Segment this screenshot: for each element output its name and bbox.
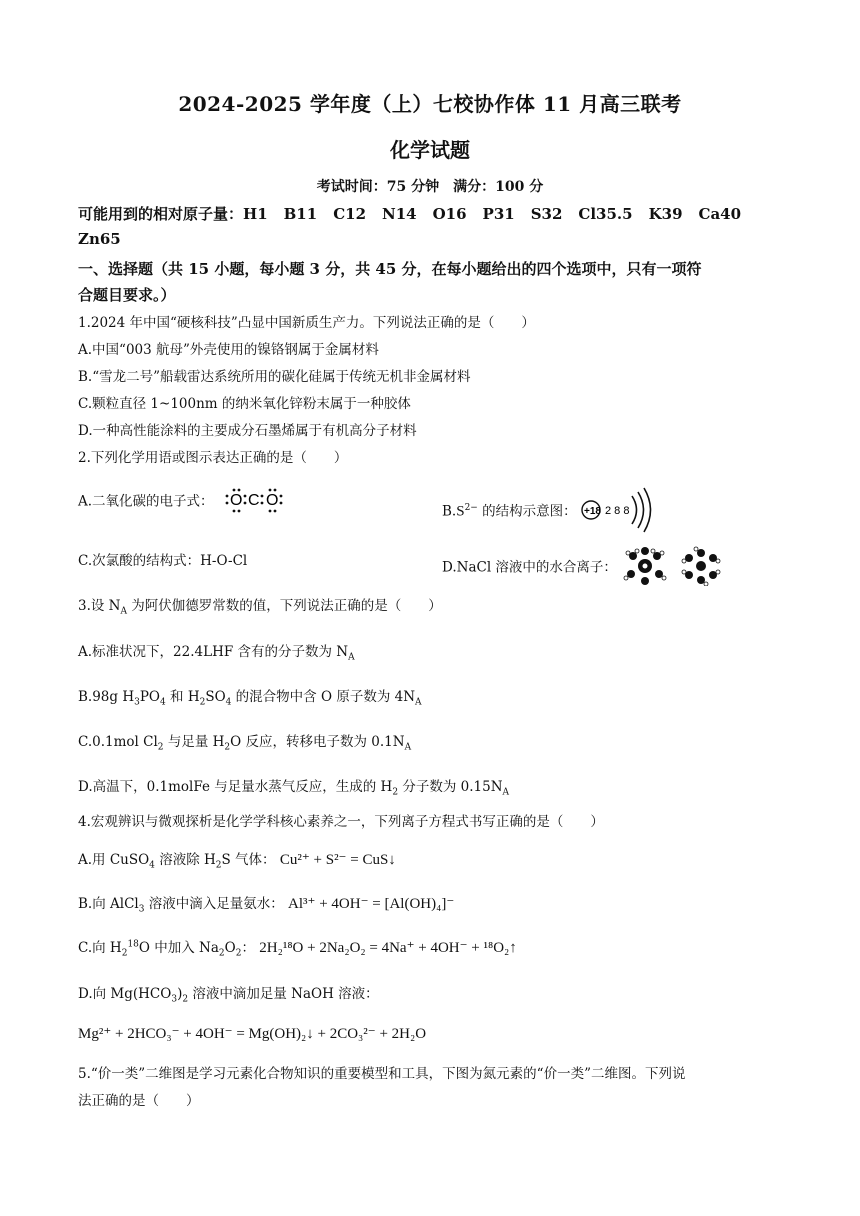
q4-d-equation-line [78,1024,426,1043]
q4-a-post: S 气体： [221,852,276,868]
q1-stem: 1.2024 年中国“硬核科技”凸显中国新质生产力。下列说法正确的是（ ） [78,315,535,331]
q3-d-post: 分子数为 0.15N [398,779,503,795]
svg-text:O: O [229,492,243,509]
q4-d-post: 溶液中滴加足量 NaOH 溶液： [188,986,379,1002]
atomic-mass: B11 [283,205,318,223]
q3-b-post: 的混合物中含 O 原子数为 4N [231,689,416,705]
atomic-mass: Ca40 [698,205,742,223]
q4-a-mid: 溶液除 H [154,852,216,868]
q3-option-b: B.98g $H_3PO_4$ 和 $H_2SO_4$ 的混合物中含 O 原子数为 $4N_A$ [78,689,422,708]
exam-title: 2024-2025 学年度（上）七校协作体 11 月高三联考 [178,92,682,116]
hydrated-ions-icon [621,546,725,590]
q2-option-a [78,486,284,518]
q3-stem-post: 为阿伏伽德罗常数的值，下列说法正确的是（ ） [126,598,442,614]
atomic-mass: S32 [530,205,563,223]
q4-b-post: 溶液中滴入足量氨水： [144,896,284,912]
q3-c-pre: C.0.1mol Cl [78,734,158,750]
atomic-mass: K39 [648,205,683,223]
nucleus-label: +18 [583,506,601,517]
q4-option-d: D.向 $Mg(HCO_3)_2$ 溶液中滴加足量 NaOH 溶液： [78,986,379,1005]
atomic-structure-diagram-icon [581,486,655,538]
q1-option-b: B.“雪龙二号”船载雷达系统所用的碳化硅属于传统无机非金属材料 [78,369,471,385]
atomic-mass: N14 [382,205,417,223]
atomic-mass: H1 [243,205,268,223]
q3-option-d: D.高温下，0.1molFe 与足量水蒸气反应，生成的 $H_2$ 分子数为 $0.15N_A$ [78,779,510,798]
exam-info: 考试时间：75 分钟 满分：100 分 [316,179,544,195]
q5-stem-line2: 法正确的是（ ） [78,1093,200,1109]
q3-option-c: C.0.1mol $Cl_2$ 与足量 $H_2O$ 反应，转移电子数为 $0.1N_A$ [78,734,412,753]
atomic-masses-line [78,203,741,224]
q4-stem: 4.宏观辨识与微观探析是化学学科核心素养之一，下列离子方程式书写正确的是（ ） [78,814,604,830]
q3-stem: 3.设 $N_A$ 为阿伏伽德罗常数的值，下列说法正确的是（ ） [78,598,442,617]
q4-d-equation: Mg²⁺ + 2HCO₃⁻ + 4OH⁻ = Mg(OH)₂↓ + 2CO₃²⁻ + 2H₂O [78,1026,427,1042]
atomic-mass: O16 [432,205,467,223]
q4-b-equation: Al³⁺ + 4OH⁻ = [Al(OH)₄]⁻ [288,896,455,912]
q4-b-pre: B.向 AlCl [78,896,139,912]
q4-option-c: C.向 $H_2^{18}O$ 中加入 $Na_2O_2$： 2H₂¹⁸O + 2Na₂O₂ = 4Na⁺ + 4OH⁻ + ¹⁸O₂↑ [78,939,517,959]
q2-a-text: A.二氧化碳的电子式： [78,493,214,510]
s-ion-symbol: S [456,503,465,520]
atomic-mass: P31 [482,205,515,223]
subject-title: 化学试题 [390,138,470,162]
electron-shells-label: 2 8 8 [604,505,630,517]
co2-electron-formula-icon [222,486,284,518]
section-heading: 一、选择题（共 15 小题，每小题 3 分，共 45 分，在每小题给出的四个选项中，只有一项符 [78,260,702,278]
q3-c-mid: 与足量 H [163,734,225,750]
q2-option-b [442,486,655,538]
q3-b-pre: B.98g H [78,689,135,705]
atomic-mass: Cl35.5 [578,205,633,223]
q3-a-text: A.标准状况下，22.4LHF 含有的分子数为 N [78,644,349,660]
svg-text:O: O [265,492,279,509]
atomic-mass: C12 [333,205,366,223]
q2-b-text: 的结构示意图： [482,503,577,520]
q4-d-pre: D.向 Mg(HCO [78,986,172,1002]
q4-option-b: B.向 AlCl$_3$ 溶液中滴入足量氨水： Al³⁺ + 4OH⁻ = [Al(OH)₄]⁻ [78,896,455,915]
q4-option-a: A.用 CuSO$_4$ 溶液除 $H_2S$ 气体： Cu²⁺ + S²⁻ = CuS↓ [78,852,396,871]
q1-option-c: C.颗粒直径 1~100nm 的纳米氧化锌粉末属于一种胶体 [78,396,411,412]
q3-stem-pre: 3.设 N [78,598,121,614]
section-heading-cont: 合题目要求。） [78,286,176,304]
q2-b-label: B. [442,503,457,520]
atomic-masses-label: 可能用到的相对原子量： [78,205,244,223]
q2-d-text: D.NaCl 溶液中的水合离子： [442,559,617,576]
q3-d-pre: D.高温下，0.1molFe 与足量水蒸气反应，生成的 H [78,779,393,795]
atomic-mass-wrap: Zn65 [78,230,121,248]
q3-option-a: A.标准状况下，22.4LHF 含有的分子数为 $N_A$ [78,644,355,663]
q4-c-pre: C.向 H [78,940,122,956]
q4-c-mid: O 中加入 Na [138,940,219,956]
q5-stem-line1: 5.“价一类”二维图是学习元素化合物知识的重要模型和工具，下图为氮元素的“价一类”二维图。下列说 [78,1066,686,1082]
q1-option-d: D.一种高性能涂料的主要成分石墨烯属于有机高分子材料 [78,423,417,439]
q3-b-mid: 和 H [165,689,200,705]
q2-option-d [442,546,725,590]
q4-c-equation: 2H₂¹⁸O + 2Na₂O₂ = 4Na⁺ + 4OH⁻ + ¹⁸O₂↑ [259,940,517,956]
q1-option-a: A.中国“003 航母”外壳使用的镍铬钢属于金属材料 [78,342,379,358]
q3-c-post: O 反应，转移电子数为 0.1N [230,734,405,750]
q2-option-c: C.次氯酸的结构式：H-O-Cl [78,553,248,569]
q4-a-equation: Cu²⁺ + S²⁻ = CuS↓ [279,852,396,868]
s-ion-charge: 2− [464,503,478,513]
q4-a-pre: A.用 CuSO [78,852,150,868]
q2-stem: 2.下列化学用语或图示表达正确的是（ ） [78,450,348,466]
svg-text:C: C [247,492,260,509]
